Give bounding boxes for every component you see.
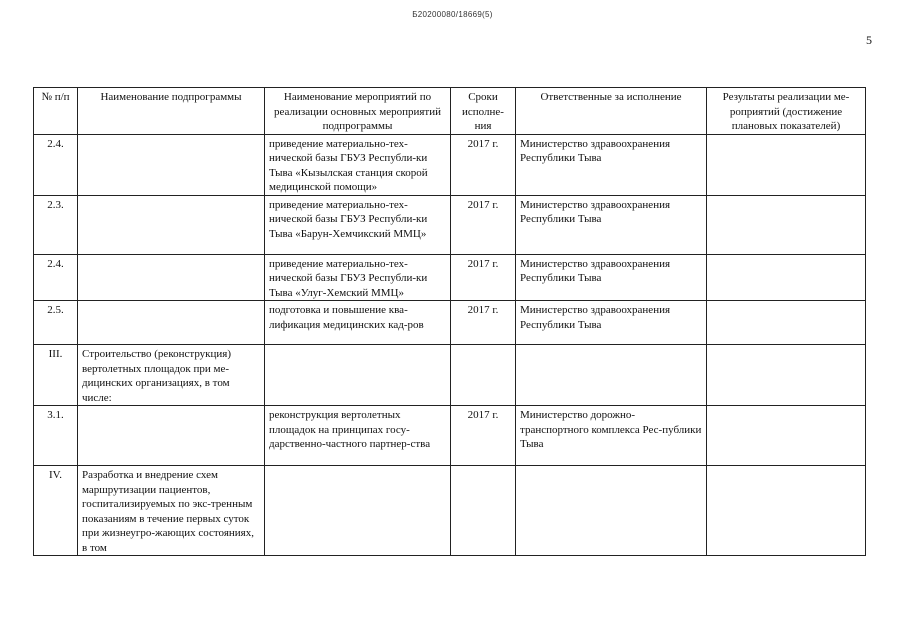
- header-responsible: Ответственные за исполнение: [516, 88, 707, 135]
- header-deadline: Сроки исполне-ния: [451, 88, 516, 135]
- row-activity: приведение материально-тех-нической базы ГБУЗ Республи-ки Тыва «Кызылская станция скорой медицинской помощи»: [265, 134, 451, 195]
- header-activities: Наименование мероприятий по реализации основных мероприятий подпрограммы: [265, 88, 451, 135]
- row-responsible: [516, 466, 707, 556]
- row-num: 2.5.: [34, 301, 78, 345]
- row-subprogram: Строительство (реконструкция) вертолетных площадок при ме-дицинских организациях, в том числе:: [78, 345, 265, 406]
- row-deadline: 2017 г.: [451, 254, 516, 301]
- row-subprogram: [78, 134, 265, 195]
- row-subprogram: [78, 406, 265, 466]
- row-subprogram: Разработка и внедрение схем маршрутизации пациентов, госпитализируемых по экс-тренным показаниям в течение первых суток при жизнеугро-жающих состояниях, в том: [78, 466, 265, 556]
- table-row: [34, 254, 866, 301]
- row-subprogram: [78, 301, 265, 345]
- document-id: Б20200080/18669(5): [412, 10, 493, 19]
- table-header-row: [34, 88, 866, 135]
- row-activity: приведение материально-тех-нической базы ГБУЗ Республи-ки Тыва «Барун-Хемчикский ММЦ»: [265, 195, 451, 254]
- table-row: [34, 134, 866, 195]
- row-deadline: [451, 345, 516, 406]
- row-responsible: Министерство здравоохранения Республики Тыва: [516, 134, 707, 195]
- row-num: IV.: [34, 466, 78, 556]
- row-activity: [265, 466, 451, 556]
- row-num: 2.4.: [34, 254, 78, 301]
- row-responsible: Министерство дорожно-транспортного комплекса Рес-публики Тыва: [516, 406, 707, 466]
- table-row: [34, 345, 866, 406]
- row-num: III.: [34, 345, 78, 406]
- table-row: [34, 195, 866, 254]
- page-number: 5: [866, 33, 872, 47]
- table-row: [34, 466, 866, 556]
- row-subprogram: [78, 195, 265, 254]
- row-num: 2.4.: [34, 134, 78, 195]
- row-deadline: 2017 г.: [451, 406, 516, 466]
- row-num: 2.3.: [34, 195, 78, 254]
- table-row: [34, 301, 866, 345]
- row-responsible: Министерство здравоохранения Республики Тыва: [516, 254, 707, 301]
- row-responsible: Министерство здравоохранения Республики Тыва: [516, 301, 707, 345]
- row-result: [707, 134, 866, 195]
- row-deadline: [451, 466, 516, 556]
- row-subprogram: [78, 254, 265, 301]
- row-deadline: 2017 г.: [451, 301, 516, 345]
- row-responsible: Министерство здравоохранения Республики Тыва: [516, 195, 707, 254]
- row-deadline: 2017 г.: [451, 195, 516, 254]
- row-num: 3.1.: [34, 406, 78, 466]
- row-result: [707, 406, 866, 466]
- header-results: Результаты реализации ме-роприятий (достижение плановых показателей): [707, 88, 866, 135]
- row-result: [707, 345, 866, 406]
- row-result: [707, 195, 866, 254]
- row-deadline: 2017 г.: [451, 134, 516, 195]
- row-activity: [265, 345, 451, 406]
- row-activity: реконструкция вертолетных площадок на принципах госу-дарственно-частного партнер-ства: [265, 406, 451, 466]
- row-result: [707, 254, 866, 301]
- row-result: [707, 301, 866, 345]
- header-num: № п/п: [34, 88, 78, 135]
- row-responsible: [516, 345, 707, 406]
- row-activity: приведение материально-тех-нической базы ГБУЗ Республи-ки Тыва «Улуг-Хемский ММЦ»: [265, 254, 451, 301]
- row-result: [707, 466, 866, 556]
- activities-table: [33, 87, 866, 556]
- header-subprogram: Наименование подпрограммы: [78, 88, 265, 135]
- row-activity: подготовка и повышение ква-лификация медицинских кад-ров: [265, 301, 451, 345]
- table-row: [34, 406, 866, 466]
